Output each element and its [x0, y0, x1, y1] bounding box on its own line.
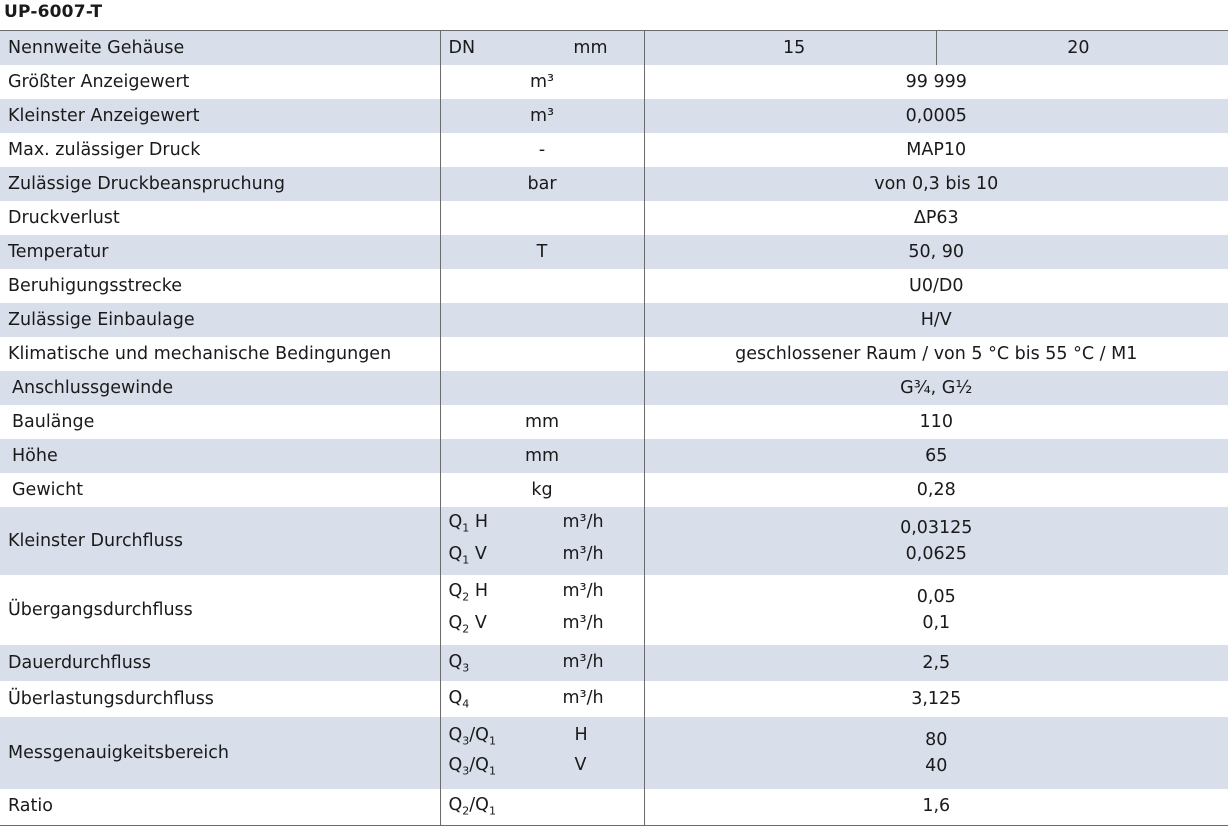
unit-cell: $Q_3$ m³/h	[440, 645, 644, 681]
row-label: Überlastungsdurchfluss	[0, 681, 440, 717]
row-label: Anschlussgewinde	[0, 371, 440, 405]
value-cell: 0,28	[644, 473, 1228, 507]
row-label: Nennweite Gehäuse	[0, 31, 440, 66]
dn-15: 15	[653, 31, 937, 65]
row-label: Dauerdurchfluss	[0, 645, 440, 681]
row-label: Temperatur	[0, 235, 440, 269]
table-row	[0, 405, 1228, 439]
value-cell: 99 999	[644, 65, 1228, 99]
unit-cell	[440, 303, 644, 337]
value-cell: G¾, G½	[644, 371, 1228, 405]
table-row	[0, 507, 1228, 575]
value-cell: 1,6	[644, 789, 1228, 825]
unit-cell	[440, 31, 644, 66]
value-cell: von 0,3 bis 10	[644, 167, 1228, 201]
value-cell: 110	[644, 405, 1228, 439]
value-cell: geschlossener Raum / von 5 °C bis 55 °C / M1	[644, 337, 1228, 371]
dn-values	[644, 31, 1228, 66]
value-cell: 0,0005	[644, 99, 1228, 133]
unit-cell: m³	[440, 99, 644, 133]
value-cell: 65	[644, 439, 1228, 473]
row-label: Zulässige Einbaulage	[0, 303, 440, 337]
value-cell: H/V	[644, 303, 1228, 337]
unit-cell: $Q_3/Q_1$ H $Q_3/Q_1$ V	[440, 717, 644, 789]
unit-cell: $Q_1$ H m³/h $Q_1$ V m³/h	[440, 507, 644, 575]
table-row	[0, 789, 1228, 825]
page-title: UP-6007-T	[4, 2, 103, 22]
row-label: Baulänge	[0, 405, 440, 439]
table-row	[0, 235, 1228, 269]
table-row	[0, 717, 1228, 789]
unit-cell: -	[440, 133, 644, 167]
row-label: Größter Anzeigewert	[0, 65, 440, 99]
table-row	[0, 65, 1228, 99]
value-cell: 50, 90	[644, 235, 1228, 269]
dn-20: 20	[1067, 38, 1090, 58]
row-label: Druckverlust	[0, 201, 440, 235]
unit-cell: mm	[440, 439, 644, 473]
unit-cell	[440, 337, 644, 371]
table-row	[0, 201, 1228, 235]
value-cell: MAP10	[644, 133, 1228, 167]
unit-cell: T	[440, 235, 644, 269]
value-cell: 3,125	[644, 681, 1228, 717]
row-label: Klimatische und mechanische Bedingungen	[0, 337, 440, 371]
unit-cell: $Q_2/Q_1$	[440, 789, 644, 825]
unit-cell: mm	[440, 405, 644, 439]
unit-cell	[440, 269, 644, 303]
unit-cell: $Q_2$ H m³/h $Q_2$ V m³/h	[440, 575, 644, 645]
unit-cell: bar	[440, 167, 644, 201]
value-cell: 0,05 0,1	[644, 575, 1228, 645]
unit-cell	[440, 201, 644, 235]
row-label: Messgenauigkeitsbereich	[0, 717, 440, 789]
row-label: Höhe	[0, 439, 440, 473]
table-row	[0, 303, 1228, 337]
unit-cell	[440, 371, 644, 405]
unit-cell: kg	[440, 473, 644, 507]
table-row	[0, 645, 1228, 681]
table-row	[0, 371, 1228, 405]
row-label: Gewicht	[0, 473, 440, 507]
row-label: Max. zulässiger Druck	[0, 133, 440, 167]
value-cell: 2,5	[644, 645, 1228, 681]
row-label: Kleinster Durchfluss	[0, 507, 440, 575]
mm-label: mm	[573, 37, 608, 58]
table-row	[0, 99, 1228, 133]
table-row	[0, 439, 1228, 473]
row-label: Zulässige Druckbeanspruchung	[0, 167, 440, 201]
table-row	[0, 31, 1228, 66]
table-row	[0, 167, 1228, 201]
value-cell: ΔP63	[644, 201, 1228, 235]
unit-cell: m³	[440, 65, 644, 99]
table-row	[0, 269, 1228, 303]
row-label: Kleinster Anzeigewert	[0, 99, 440, 133]
unit-cell: $Q_4$ m³/h	[440, 681, 644, 717]
dn-label: DN	[448, 37, 476, 58]
table-row	[0, 575, 1228, 645]
table-row	[0, 337, 1228, 371]
value-cell: 80 40	[644, 717, 1228, 789]
value-cell: U0/D0	[644, 269, 1228, 303]
row-label: Übergangsdurchfluss	[0, 575, 440, 645]
value-cell: 0,03125 0,0625	[644, 507, 1228, 575]
table-row	[0, 133, 1228, 167]
row-label: Beruhigungsstrecke	[0, 269, 440, 303]
table-row	[0, 473, 1228, 507]
row-label: Ratio	[0, 789, 440, 825]
spec-table	[0, 30, 1228, 826]
table-row	[0, 681, 1228, 717]
